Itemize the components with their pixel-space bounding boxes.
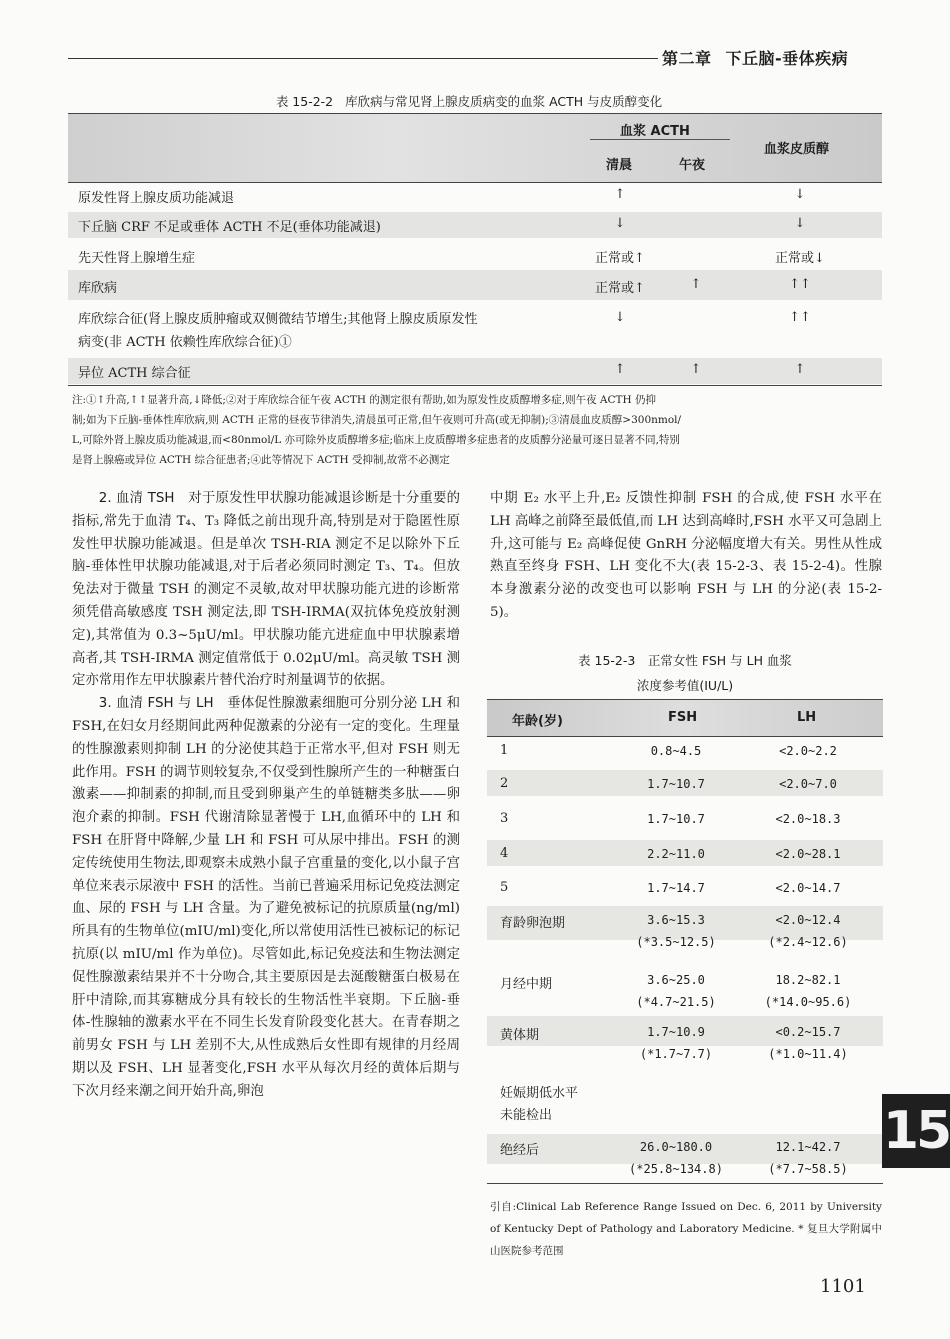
table1-cell-cortisol: ↓ (794, 187, 806, 202)
table2-fsh: 1.7~10.7 (647, 777, 705, 791)
table2-lh: 18.2~82.1 (775, 973, 841, 987)
table2-age: 妊娠期低水平 (500, 1086, 579, 1101)
table1-row-label-cont: 病变(非 ACTH 依赖性库欣综合征)① (78, 335, 292, 350)
table2-age: 绝经后 (500, 1143, 540, 1158)
table1-cell-morning: ↓ (614, 216, 626, 231)
section-heading-fsh-lh: 3. 血清 FSH 与 LH (98, 696, 214, 712)
table1-row-label: 库欣病 (78, 281, 118, 296)
table2-lh-ref: (*7.7~58.5) (768, 1162, 848, 1176)
table2-bottom-rule (487, 1183, 883, 1184)
table1-row-label: 库欣综合征(肾上腺皮质肿瘤或双侧微结节增生;其他肾上腺皮质原发性 (78, 312, 478, 327)
chapter-tab: 15 (882, 1094, 950, 1168)
table2-fsh: 3.6~15.3 (647, 913, 705, 927)
table2-fsh: 1.7~14.7 (647, 881, 705, 895)
page-number: 1101 (820, 1276, 866, 1297)
table2-fsh: 3.6~25.0 (647, 973, 705, 987)
table2-fsh: 2.2~11.0 (647, 847, 705, 861)
table2-age-cont: 未能检出 (500, 1108, 553, 1123)
table1-row-label: 原发性肾上腺皮质功能减退 (78, 191, 235, 206)
table1-row-shade (68, 270, 882, 300)
table1-title: 库欣病与常见肾上腺皮质病变的血浆 ACTH 与皮质醇变化 (345, 94, 663, 109)
table2-reference: 引自:Clinical Lab Reference Range Issued on Dec. 6, 2011 by University of Kentucky Dept of Pathology and Laboratory Medicine. * 复旦大学附属中山医院参考范围 (490, 1201, 882, 1257)
table2-age: 2 (500, 776, 509, 791)
table1-subheader-rule (590, 139, 730, 140)
note-line: 是肾上腺癌或异位 ACTH 综合征患者;④此等情况下 ACTH 受抑制,故常不必测定 (72, 454, 450, 466)
table1-cell-midnight: ↑ (690, 362, 702, 377)
table2-caption (490, 651, 880, 669)
table2-fsh-ref: (*4.7~21.5) (636, 995, 716, 1009)
table2-col-fsh: FSH (668, 710, 698, 725)
note-line: 制;如为下丘脑-垂体性库欣病,则 ACTH 正常的昼夜节律消失,清晨虽可正常,但午夜则可升高(或无抑制);③清晨血皮质醇>300nmol/ (72, 414, 682, 426)
table2-age: 5 (500, 880, 509, 895)
table2-lh: <2.0~28.1 (775, 847, 841, 861)
paragraph-text: 对于原发性甲状腺功能减退诊断是十分重要的指标,常先于血清 T₄、T₃ 降低之前出现升高,特别是对于隐匿性原发性甲状腺功能减退。但是单次 TSH-RIA 测定不足以除外下丘脑-垂体性甲状腺功能减退,对于后者必须同时测定 T₃、T₄。但放免法对于微量 TSH 的测定不灵敏,故对甲状腺功能亢进的诊断常须凭借高敏感度 TSH 测定法,即 TSH-IRMA(双抗体免疫放射测定),其常值为 0.3~5μU/ml。甲状腺功能亢进症血中甲状腺素增高者,其 TSH-IRMA 测定值常低于 0.02μU/ml。高灵敏 TSH 测定亦常用作左甲状腺素片替代治疗时剂量调节的依据。 (72, 491, 461, 689)
table2-fsh-ref: (*3.5~12.5) (636, 935, 716, 949)
table2-lh: <2.0~7.0 (779, 777, 837, 791)
table2-lh-ref: (*2.4~12.6) (768, 935, 848, 949)
table2-age: 育龄卵泡期 (500, 916, 566, 931)
table2-number: 表 15-2-3 (578, 653, 636, 668)
table1-cell-cortisol: ↑ (794, 362, 806, 377)
paragraph-tsh (72, 488, 460, 693)
table2-lh: <2.0~12.4 (775, 913, 841, 927)
table2-age: 4 (500, 846, 509, 861)
header-rule (68, 58, 658, 59)
table2-lh-ref: (*1.0~11.4) (768, 1047, 848, 1061)
table2-lh: 12.1~42.7 (775, 1140, 841, 1154)
table1-row-label: 异位 ACTH 综合征 (78, 366, 191, 381)
table2-lh: <2.0~2.2 (779, 744, 837, 758)
table1-cell-morning: 正常或↑ (595, 251, 645, 266)
chapter-heading (662, 46, 848, 69)
table2-fsh-ref: (*25.8~134.8) (629, 1162, 723, 1176)
table2-age: 1 (500, 743, 509, 758)
table1-cell-cortisol: ↑↑ (789, 310, 811, 325)
paragraph-fsh-lh (72, 693, 460, 1103)
table2-title-cont: 浓度参考值(IU/L) (636, 678, 734, 693)
table2-fsh: 26.0~180.0 (639, 1140, 713, 1154)
paragraph-text: 中期 E₂ 水平上升,E₂ 反馈性抑制 FSH 的合成,使 FSH 水平在 LH 高峰之前降至最低值,而 LH 达到高峰时,FSH 水平又可急剧上升,这可能与 E₂ 高峰促使 GnRH 分泌幅度增大有关。男性从性成熟直至终身 FSH、LH 变化不大(表 15-2-3、表 15-2-4)。性腺本身激素分泌的改变也可以影响 FSH 与 LH 的分泌(表 15-2-5)。 (490, 491, 882, 620)
table1-header-rule (68, 182, 882, 183)
table1-col-midnight: 午夜 (679, 158, 706, 173)
table1-number: 表 15-2-2 (275, 94, 334, 109)
table1-cell-cortisol: ↓ (794, 216, 806, 231)
note-line: 注:①↑升高,↑↑显著升高,↓降低;②对于库欣综合征午夜 ACTH 的测定很有帮助,如为原发性皮质醇增多症,则午夜 ACTH 仍抑 (72, 394, 657, 406)
table1-row-label: 先天性肾上腺增生症 (78, 251, 196, 266)
table1-bottom-rule (68, 385, 882, 386)
table2-col-age: 年龄(岁) (512, 714, 563, 729)
table2-age: 黄体期 (500, 1028, 540, 1043)
table1-cell-morning: 正常或↑ (595, 281, 645, 296)
table2-lh: <2.0~18.3 (775, 812, 841, 826)
section-heading-tsh: 2. 血清 TSH (98, 491, 175, 506)
table2-fsh: 0.8~4.5 (650, 744, 702, 758)
chapter-title: 下丘脑-垂体疾病 (725, 49, 849, 68)
table1-col-morning: 清晨 (606, 158, 633, 173)
table2-fsh: 1.7~10.9 (647, 1025, 705, 1039)
note-line: L,可除外肾上腺皮质功能减退,而<80nmol/L 亦可除外皮质醇增多症;临床上皮质醇增多症患者的皮质醇分泌量可逐日显著不同,特别 (72, 434, 680, 446)
table2-fsh: 1.7~10.7 (647, 812, 705, 826)
table1-cell-midnight: ↑ (690, 277, 702, 292)
left-column (72, 488, 460, 1104)
table2-lh: <0.2~15.7 (775, 1025, 841, 1039)
table2-header-rule (487, 736, 883, 737)
table2-lh: <2.0~14.7 (775, 881, 841, 895)
table1-caption (0, 92, 950, 110)
chapter-label: 第二章 (662, 49, 712, 68)
table1-cell-morning: ↑ (614, 362, 626, 377)
right-column (490, 488, 882, 625)
table2-col-lh: LH (797, 710, 817, 725)
table1-cell-cortisol: 正常或↓ (775, 251, 825, 266)
table1-header-shade (68, 114, 882, 182)
table1-cell-morning: ↓ (614, 310, 626, 325)
table1-note (72, 390, 880, 470)
table1-row-label: 下丘脑 CRF 不足或垂体 ACTH 不足(垂体功能减退) (78, 220, 381, 235)
table2-age: 月经中期 (500, 977, 553, 992)
table2-age: 3 (500, 811, 509, 826)
table1-col-acth: 血浆 ACTH (620, 124, 690, 139)
table1-cell-cortisol: ↑↑ (789, 277, 811, 292)
paragraph-text: 垂体促性腺激素细胞可分别分泌 LH 和 FSH,在妇女月经期间此两种促激素的分泌有一定的变化。生理量的性腺激素则抑制 LH 的分泌使其趋于正常水平,但对 FSH 则无此作用。FSH 的调节则较复杂,不仅受到性腺所产生的一种糖蛋白激素——抑制素的抑制,而且受到卵巢产生的单链糖类多肽——卵泡介素的抑制。FSH 代谢清除显著慢于 LH,血循环中的 LH 和 FSH 在肝肾中降解,少量 LH 和 FSH 可从尿中排出。FSH 的测定传统使用生物法,即观察未成熟小鼠子宫重量的变化,以小鼠子宫单位来表示尿液中 FSH 的活性。当前已普遍采用标记免疫法测定血、尿的 FSH 与 LH 含量。为了避免被标记的抗原质量(ng/ml)所具有的生物单位(mIU/ml)变化,所以常使用活性已被标记的标记抗原(以 mIU/ml 作为单位)。尽管如此,标记免疫法和生物法测定促性腺激素结果并不十分吻合,其主要原因是去涎酸糖蛋白极易在肝中清除,而其寡糖成分具有较长的生物活性半衰期。下丘脑-垂体-性腺轴的激素水平在不同生长发育阶段变化甚大。在青春期之前男女 FSH 与 LH 差别不大,从性成熟后女性即有规律的月经周期以及 FSH、LH 显著变化,FSH 水平从每次月经的黄体后期与下次月经来潮之间开始升高,卵泡 (72, 696, 460, 1099)
table1-col-cortisol: 血浆皮质醇 (764, 142, 830, 157)
table2-title: 正常女性 FSH 与 LH 血浆 (647, 653, 792, 668)
table2-lh-ref: (*14.0~95.6) (764, 995, 852, 1009)
table1-cell-morning: ↑ (614, 187, 626, 202)
table2-fsh-ref: (*1.7~7.7) (639, 1047, 713, 1061)
